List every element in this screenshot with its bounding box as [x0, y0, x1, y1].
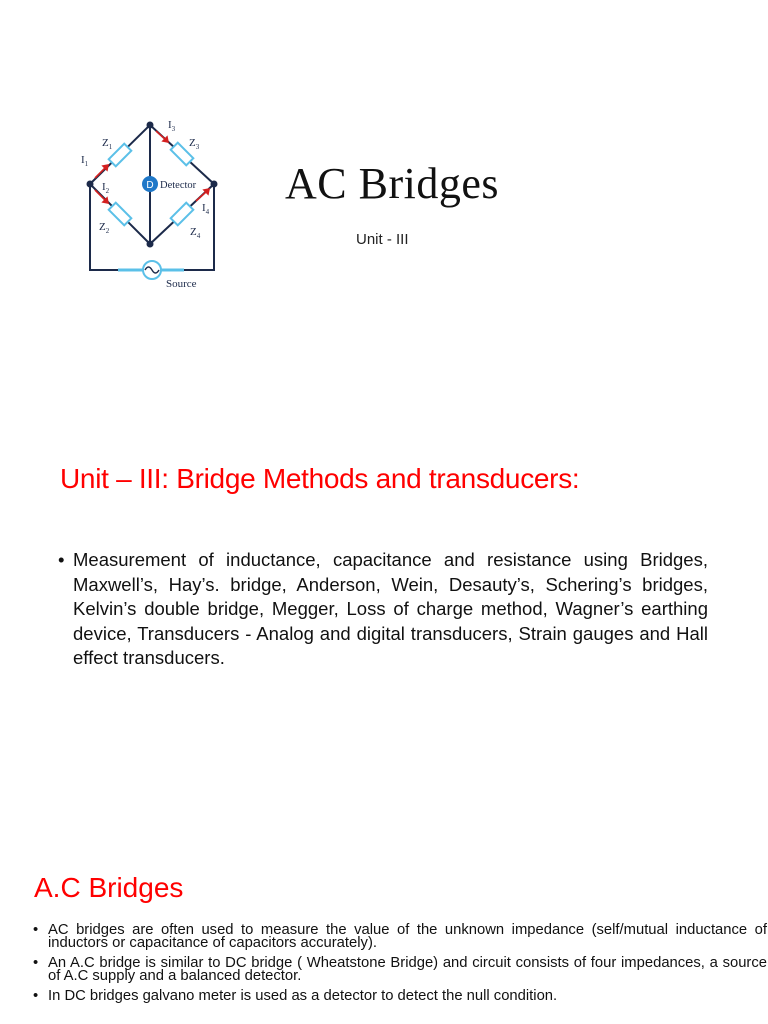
slide-subtitle: Unit - III [356, 231, 409, 248]
source-label: Source [166, 278, 197, 290]
node-bottom [147, 241, 154, 248]
syllabus-slide [0, 420, 768, 840]
bullet-item: • Measurement of inductance, capacitance and resistance using Bridges, Maxwell’s, Hay’s. bridge, Anderson, Wein, Desauty’s, Schering’s bridges, Kelvin’s double bridge, Megger, Loss of charge method, Wagner’s earthing device, Transducers - Analog and digital transducers, Strain gauges and Hall effect transducers. [58, 548, 708, 671]
slide-title: AC Bridges [285, 159, 499, 208]
detector-label: Detector [160, 180, 197, 191]
label-i4: $I_4$ [202, 202, 210, 216]
label-z1: $Z_1$ [102, 137, 113, 151]
impedance-z4 [171, 203, 194, 226]
label-i2: $I_2$ [102, 181, 110, 195]
slide-heading: Unit – III: Bridge Methods and transducers: [60, 463, 580, 494]
bullet-item: • In DC bridges galvano meter is used as a detector to detect the null condition. [33, 990, 767, 1003]
source-icon [143, 261, 161, 279]
title-slide [0, 0, 768, 420]
bullet-list [33, 924, 767, 1010]
current-arrow-i3 [156, 131, 168, 142]
node-left [87, 181, 94, 188]
detector-symbol: D [146, 180, 154, 191]
bullet-item: • An A.C bridge is similar to DC bridge ( Wheatstone Bridge) and circuit consists of four impedances, a source of A.C supply and a balanced detector. [33, 957, 767, 983]
node-right [211, 181, 218, 188]
bullet-item: • AC bridges are often used to measure the value of the unknown impedance (self/mutual inductance of inductors or capacitance of capacitors accurately). [33, 924, 767, 950]
ac-bridges-slide [0, 840, 768, 1024]
ac-bridge-circuit-diagram [62, 108, 242, 298]
label-z4: $Z_4$ [190, 226, 201, 240]
label-z3: $Z_3$ [189, 137, 200, 151]
label-z2: $Z_2$ [99, 221, 110, 235]
current-arrow-i1 [95, 165, 108, 178]
label-i3: $I_3$ [168, 119, 176, 133]
label-i1: $I_1$ [81, 154, 89, 168]
node-top [147, 122, 154, 129]
slide-heading: A.C Bridges [34, 872, 184, 903]
impedance-z2 [109, 203, 132, 226]
current-arrow-i4 [196, 189, 209, 201]
bullet-list [58, 548, 708, 671]
detector-icon [142, 176, 158, 192]
